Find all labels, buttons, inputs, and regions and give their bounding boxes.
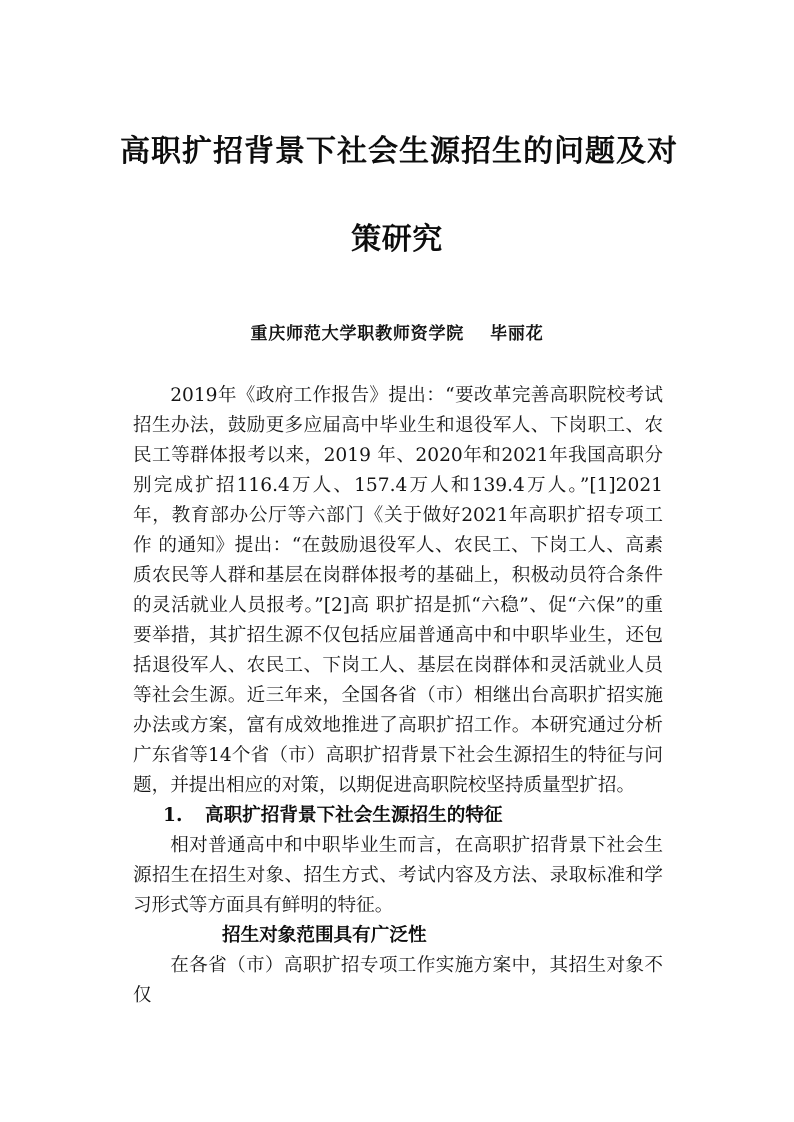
paragraph-intro: 2019年《政府工作报告》提出：“要改革完善高职院校考试招生办法，鼓励更多应届高中毕业生和退役军人、下岗职工、农民工等群体报考以来，2019 年、2020年和2021年我国高职分别完成扩招116.4万人、157.4万人和139.4万人。”[1]2021年，教育部办公厅等六部门《关于做好2021年高职扩招专项工作 的通知》提出：“在鼓励退役军人、农民工、下岗工人、高素质农民等人群和基层在岗群体报考的基础上，积极动员符合条件的灵活就业人员报考。”[2]高 职扩招是抓“六稳”、促“六保”的重要举措，其扩招生源不仅包括应届普通高中和中职毕业生，还包括退役军人、农民工、下岗工人、基层在岗群体和灵活就业人员等社会生源。近三年来，全国各省（市）相继出台高职扩招实施办法或方案，富有成效地推进了高职扩招工作。本研究通过分析广东省等14个省（市）高职扩招背景下社会生源招生的特征与问题，并提出相应的对策，以期促进高职院校坚持质量型扩招。 — [133, 385, 663, 796]
author-affiliation: 重庆师范大学职教师资学院 — [250, 324, 465, 344]
section-heading-1-text: 高职扩招背景下社会生源招生的特征 — [205, 805, 503, 826]
paragraph-section-1-intro: 相对普通高中和中职毕业生而言，在高职扩招背景下社会生源招生在招生对象、招生方式、考试内容及方法、录取标准和学习形式等方面具有鲜明的特征。 — [133, 835, 663, 916]
author-byline — [120, 322, 674, 346]
document-body — [133, 381, 663, 1011]
page-title-line-2: 策研究 — [351, 222, 443, 257]
section-heading-1 — [133, 801, 663, 831]
sub-heading-1-1: 招生对象范围具有广泛性 — [222, 925, 427, 946]
page-title — [120, 108, 678, 284]
section-number-1: 1. — [163, 805, 183, 826]
author-name: 毕丽花 — [490, 324, 544, 344]
page-title-line-1: 高职扩招背景下社会生源招生的问题及对 — [120, 134, 678, 169]
paragraph-sub-1-1-body: 在各省（市）高职扩招专项工作实施方案中，其招生对象不仅 — [133, 955, 663, 1006]
